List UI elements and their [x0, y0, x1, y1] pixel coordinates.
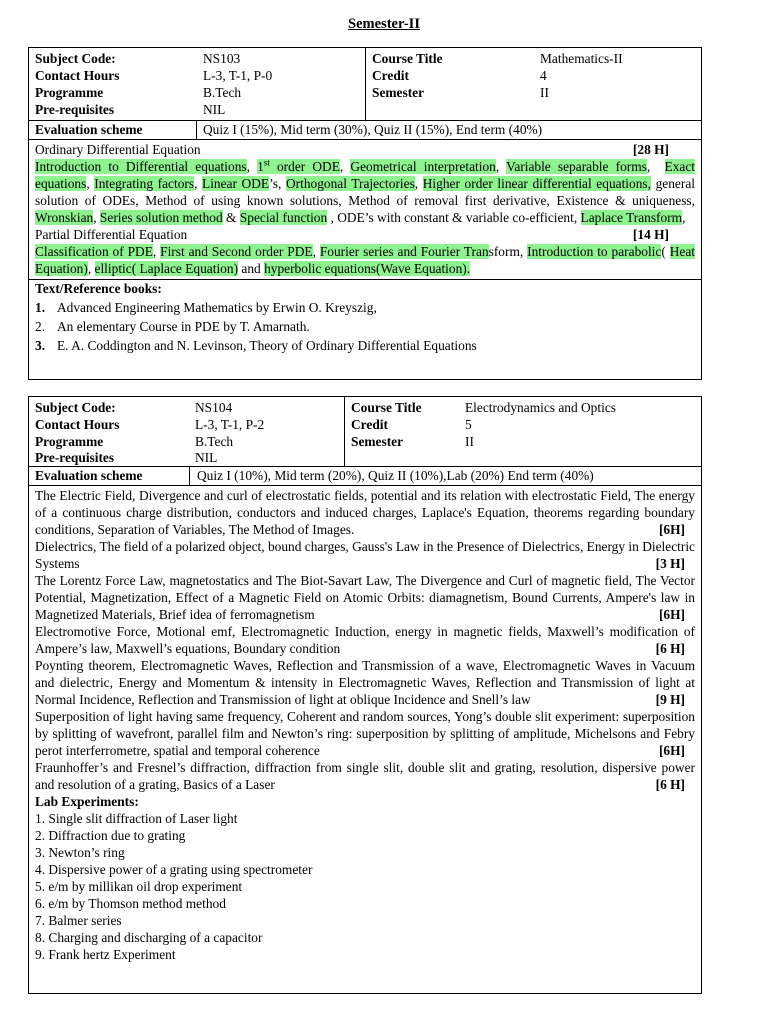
ode-topics: Introduction to Differential equations, 1st order ODE, Geometrical interpretation, Variable separable forms, Exact equations, Integrating factors, Linear ODE’s, Orthogonal Trajectories, Higher order linear differential equations, general solution of ODEs, Method of using known solutions, Method of removal first derivative, Existence & uniqueness, Wronskian, Series solution method & Special function , ODE’s with constant & variable co-efficient, Laplace Transform, — [35, 157, 695, 225]
books-heading: Text/Reference books: — [35, 281, 162, 296]
topic: Introduction to parabolic — [527, 244, 662, 259]
evaluation-label: Evaluation scheme — [35, 122, 143, 137]
semester-value: II — [465, 434, 474, 449]
lab-item: 2. Diffraction due to grating — [35, 828, 186, 843]
syllabus-content — [29, 486, 701, 963]
topic: Heat Equation) — [35, 244, 695, 276]
credit-label: Credit — [351, 417, 388, 432]
lab-heading: Lab Experiments: — [35, 794, 139, 809]
evaluation-value: Quiz I (15%), Mid term (30%), Quiz II (15%), End term (40%) — [203, 122, 543, 137]
contact-hours-value: L-3, T-1, P-2 — [195, 417, 265, 432]
book-item: 1. Advanced Engineering Mathematics by Erwin O. Kreyszig, — [35, 300, 377, 315]
topic: Laplace Transform — [580, 210, 683, 225]
topic: Series solution method — [99, 210, 223, 225]
credit-value: 5 — [465, 417, 472, 432]
topic-block: Poynting theorem, Electromagnetic Waves, Reflection and Transmission of a wave, Electromagnetic Waves in Vacuum and dielectric, Energy and Momentum & intensity in Electromagnetic Waves, Reflection and Transmission of light at Normal Incidence, Reflection and Transmission of light at oblique Incidence and Snell’s law [9 H] — [35, 658, 695, 707]
syllabus-content — [29, 140, 701, 354]
semester-label: Semester — [372, 85, 425, 100]
lab-item: 4. Dispersive power of a grating using spectrometer — [35, 862, 313, 877]
column-divider — [344, 397, 345, 466]
subject-code-label: Subject Code: — [35, 400, 116, 415]
section-heading-ode — [35, 141, 695, 158]
semester-label: Semester — [351, 434, 404, 449]
prerequisites-label: Pre-requisites — [35, 102, 115, 117]
programme-label: Programme — [35, 85, 104, 100]
credit-value: 4 — [540, 68, 547, 83]
contact-hours-label: Contact Hours — [35, 68, 120, 83]
semester-value: II — [540, 85, 549, 100]
topic: First and Second order PDE — [160, 244, 313, 259]
lab-item: 6. e/m by Thomson method method — [35, 896, 226, 911]
subject-code-value: NS104 — [195, 400, 233, 415]
topic-block: The Lorentz Force Law, magnetostatics and The Biot-Savart Law, The Divergence and Curl of magnetic field, The Vector Potential, Magnetization, Effect of a Magnetic Field on Atomic Orbits: diamagnetism, Bound Currents, Ampere's law in Magnetized Materials, Brief idea of ferromagnetism [6H] — [35, 573, 695, 622]
programme-value: B.Tech — [203, 85, 242, 100]
topic: hyperbolic equations(Wave Equation). — [264, 261, 471, 276]
programme-value: B.Tech — [195, 434, 234, 449]
column-divider — [365, 48, 366, 120]
reference-books — [35, 280, 695, 354]
prerequisites-value: NIL — [195, 450, 218, 465]
evaluation-value: Quiz I (10%), Mid term (20%), Quiz II (10%),Lab (20%) End term (40%) — [197, 468, 594, 483]
course-title-label: Course Title — [372, 51, 443, 66]
topic-block: The Electric Field, Divergence and curl of electrostatic fields, potential and its relation with electrostatic Field, The energy of a continuous charge distribution, conductors and induced charges, Laplace's Equation, theorems regarding boundary conditions, Separation of Variables, The Method of Images. [6H] — [35, 488, 695, 537]
subject-code-value: NS103 — [203, 51, 241, 66]
course-title-value: Electrodynamics and Optics — [465, 400, 616, 415]
lab-item: 9. Frank hertz Experiment — [35, 947, 176, 962]
evaluation-label: Evaluation scheme — [35, 468, 143, 483]
subject-code-label: Subject Code: — [35, 51, 116, 66]
evaluation-row — [29, 121, 701, 140]
lab-item: 1. Single slit diffraction of Laser light — [35, 811, 238, 826]
section-hours: [14 H] — [632, 227, 669, 242]
book-item: 2. An elementary Course in PDE by T. Amarnath. — [35, 319, 310, 334]
lab-item: 5. e/m by millikan oil drop experiment — [35, 879, 243, 894]
course-header — [29, 397, 701, 467]
course-title-value: Mathematics-II — [540, 51, 623, 66]
credit-label: Credit — [372, 68, 409, 83]
column-divider — [189, 467, 190, 485]
lab-item: 8. Charging and discharging of a capacitor — [35, 930, 263, 945]
topic: Geometrical interpretation — [350, 159, 496, 174]
pde-topics: Classification of PDE, First and Second order PDE, Fourier series and Fourier Transform, Introduction to parabolic( Heat Equation), elliptic( Laplace Equation) and hyperbolic equations(Wave Equation). — [35, 244, 695, 276]
section-title: Ordinary Differential Equation — [35, 142, 201, 157]
topic: Special function — [239, 210, 328, 225]
book-item: 3. E. A. Coddington and N. Levinson, Theory of Ordinary Differential Equations — [35, 338, 477, 353]
topic: Exact equations — [35, 159, 695, 191]
topic: Introduction to Differential equations — [35, 159, 247, 174]
topic-block: Fraunhoffer’s and Fresnel’s diffraction, diffraction from single slit, double slit and grating, resolution, dispersive power and resolution of a grating, Basics of a Laser [6 H] — [35, 760, 695, 792]
topic: Linear ODE — [202, 176, 270, 191]
contact-hours-label: Contact Hours — [35, 417, 120, 432]
topic: Classification of PDE — [35, 244, 153, 259]
programme-label: Programme — [35, 434, 104, 449]
topic: 1st order ODE — [257, 157, 340, 174]
page-title: Semester-II — [348, 16, 420, 32]
topic: elliptic( Laplace Equation) — [94, 261, 239, 276]
topic-block: Dielectrics, The field of a polarized object, bound charges, Gauss's Law in the Presence of Dielectrics, Energy in Dielectric Systems [3 H] — [35, 539, 695, 571]
topic: Wronskian — [35, 210, 94, 225]
prerequisites-value: NIL — [203, 102, 226, 117]
section-title: Partial Differential Equation — [35, 227, 188, 242]
lab-item: 3. Newton’s ring — [35, 845, 125, 860]
course-ns103-table — [28, 47, 702, 380]
topic-block: Superposition of light having same frequency, Coherent and random sources, Yong’s double slit experiment: superposition by splitting of wavefront, parallel film and Newton’s ring: superposition by splitting of amplitude, Michelsons and Febry perot interferrometre, spatial and temporal coherence [6H] — [35, 709, 695, 758]
course-header — [29, 48, 701, 121]
column-divider — [196, 121, 197, 139]
topic: Fourier series and Fourier Tran — [319, 244, 489, 259]
topic-block: Electromotive Force, Motional emf, Electromagnetic Induction, energy in magnetic fields, Maxwell’s modification of Ampere’s law, Maxwell’s equations, Boundary condition [6 H] — [35, 624, 695, 656]
evaluation-row — [29, 467, 701, 486]
topic: Integrating factors — [94, 176, 195, 191]
topic: Variable separable forms — [506, 159, 647, 174]
course-title-label: Course Title — [351, 400, 422, 415]
section-heading-pde — [35, 226, 695, 243]
lab-item: 7. Balmer series — [35, 913, 122, 928]
topic: Higher order linear differential equations, — [422, 176, 651, 191]
section-hours: [28 H] — [632, 142, 669, 157]
prerequisites-label: Pre-requisites — [35, 450, 115, 465]
contact-hours-value: L-3, T-1, P-0 — [203, 68, 273, 83]
topic: Orthogonal Trajectories — [285, 176, 415, 191]
course-ns104-table — [28, 396, 702, 994]
